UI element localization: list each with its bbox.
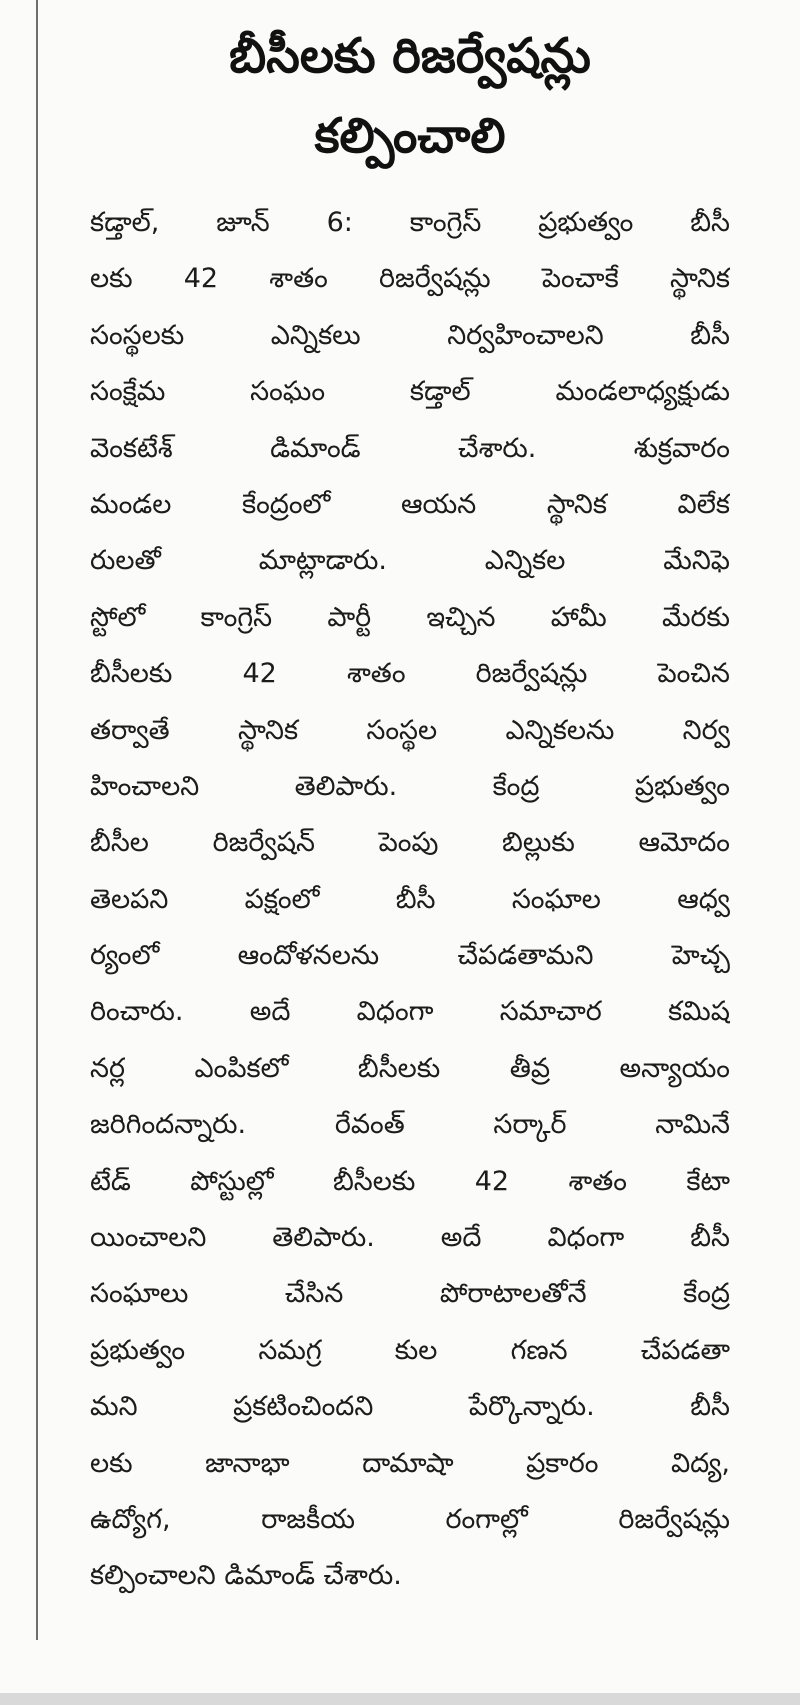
headline-line-2: కల్పించాలి: [314, 108, 506, 164]
article-line: కల్పించాలని డిమాండ్ చేశారు.: [90, 1560, 402, 1592]
article-line: టేడ్ పోస్టుల్లో బీసీలకు 42 శాతం కేటా: [90, 1165, 730, 1197]
article-line: రించారు. అదే విధంగా సమాచార కమిష: [90, 996, 730, 1028]
article-line: సంఘాలు చేసిన పోరాటాలతోనే కేంద్ర: [90, 1278, 730, 1310]
article-line: ర్యంలో ఆందోళనలను చేపడతామని హెచ్చ: [90, 940, 730, 972]
article-line: మండల కేంద్రంలో ఆయన స్థానిక విలేక: [90, 488, 730, 520]
article-line: జరిగిందన్నారు. రేవంత్ సర్కార్ నామినే: [90, 1109, 730, 1141]
article-line: ఉద్యోగ, రాజకీయ రంగాల్లో రిజర్వేషన్లు: [90, 1503, 730, 1535]
article-line: కడ్తాల్, జూన్ 6: కాంగ్రెస్ ప్రభుత్వం బీసీ: [90, 207, 730, 238]
article-line: హించాలని తెలిపారు. కేంద్ర ప్రభుత్వం: [90, 770, 730, 802]
article-line: యించాలని తెలిపారు. అదే విధంగా బీసీ: [90, 1222, 730, 1254]
article-line: లకు 42 శాతం రిజర్వేషన్లు పెంచాకే స్థానిక: [90, 263, 730, 295]
headline-line-1: బీసీలకు రిజర్వేషన్లు: [229, 28, 591, 84]
article-line: ప్రభుత్వం సమగ్ర కుల గణన చేపడతా: [90, 1334, 730, 1366]
article-line: సంక్షేమ సంఘం కడ్తాల్ మండలాధ్యక్షుడు: [90, 376, 730, 408]
article-line: తర్వాతే స్థానిక సంస్థల ఎన్నికలను నిర్వ: [90, 714, 730, 746]
column-divider: [36, 0, 38, 1640]
article-line: వెంకటేశ్ డిమాండ్ చేశారు. శుక్రవారం: [90, 432, 730, 464]
article-line: బీసీల రిజర్వేషన్ పెంపు బిల్లుకు ఆమోదం: [90, 827, 730, 859]
article-line: నర్ల ఎంపికలో బీసీలకు తీవ్ర అన్యాయం: [90, 1052, 730, 1084]
article-line: లకు జానాభా దామాషా ప్రకారం విద్య,: [90, 1447, 730, 1479]
article-line: మని ప్రకటించిందని పేర్కొన్నారు. బీసీ: [90, 1391, 730, 1423]
bottom-divider: [0, 1693, 800, 1705]
article-body: [90, 195, 730, 1605]
article-line: బీసీలకు 42 శాతం రిజర్వేషన్లు పెంచిన: [90, 658, 730, 690]
article-line: రులతో మాట్లాడారు. ఎన్నికల మేనిఫె: [90, 545, 730, 577]
article-line: స్టోలో కాంగ్రెస్ పార్టీ ఇచ్చిన హామీ మేరకు: [90, 601, 730, 633]
article-line: సంస్థలకు ఎన్నికలు నిర్వహించాలని బీసీ: [90, 319, 730, 351]
article-line: తెలపని పక్షంలో బీసీ సంఘాల ఆధ్వ: [90, 883, 730, 915]
